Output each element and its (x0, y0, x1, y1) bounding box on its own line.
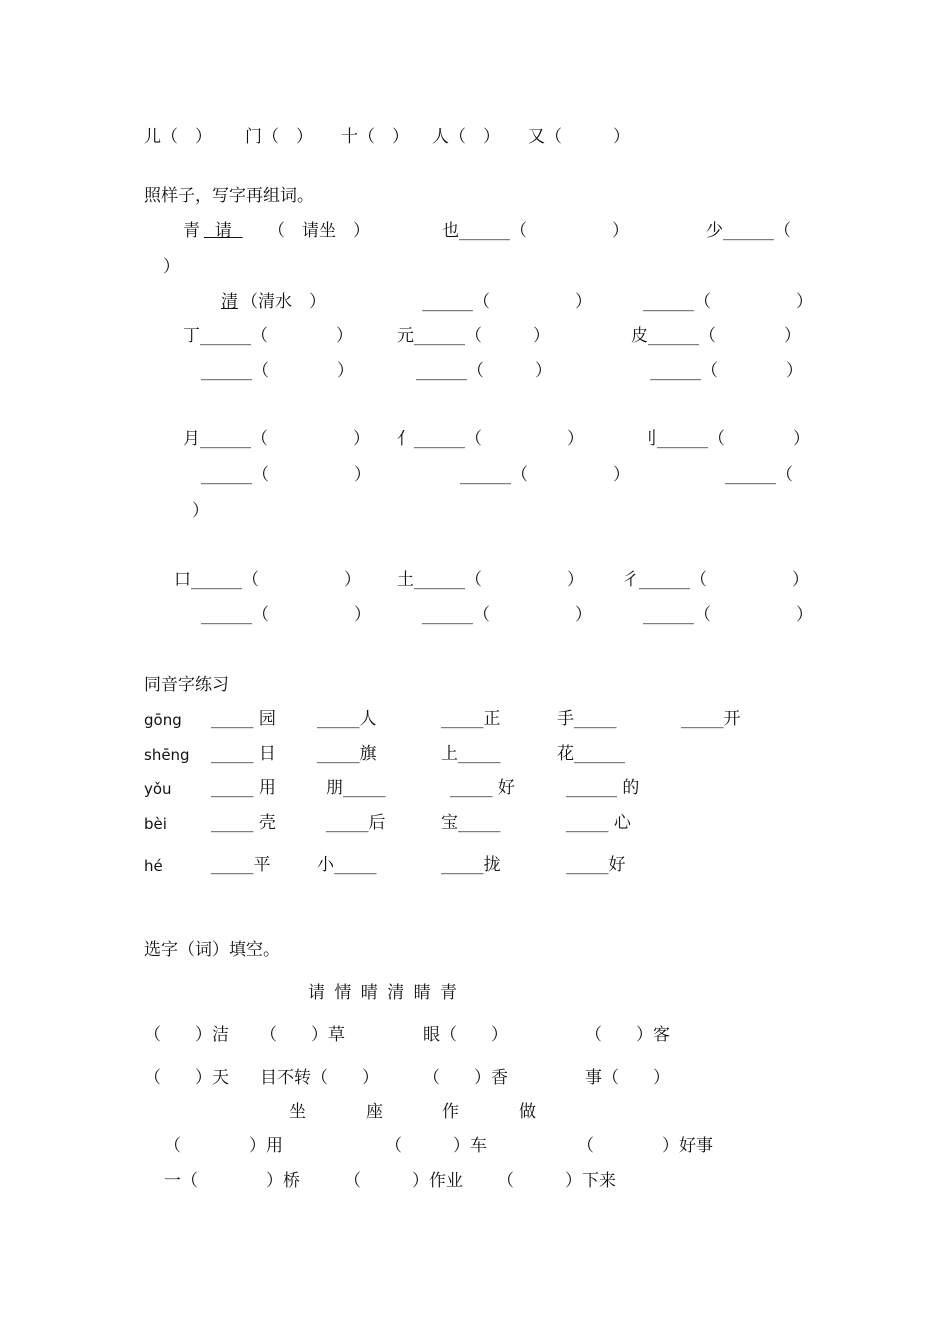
example-base-char: 青 (183, 221, 200, 241)
homophone-cell[interactable]: 小_____ (317, 855, 377, 875)
homophone-cell[interactable]: _____ 心 (566, 813, 631, 833)
homophone-cell[interactable]: _____好 (566, 855, 626, 875)
homophone-cell[interactable]: _____拢 (441, 855, 501, 875)
fill-blank[interactable]: （ ）下来 (497, 1171, 616, 1191)
example-word-2: （清水 ） (241, 292, 326, 312)
fill-blank[interactable]: （ ）车 (385, 1136, 487, 1156)
homophone-cell[interactable]: _____人 (317, 709, 377, 729)
homophone-cell[interactable]: _____ 用 (211, 778, 276, 798)
fill-blank[interactable]: （ ）天 (144, 1068, 229, 1088)
homophone-cell[interactable]: _____ 好 (450, 778, 515, 798)
example-word-1: （ 请坐 ） (268, 221, 370, 241)
fill-blank[interactable]: （ ）好事 (577, 1136, 713, 1156)
choice-char-zuo-make: 作 (442, 1102, 459, 1122)
char-blank-5[interactable]: 又（ ） (528, 127, 630, 147)
choice-char-zuo-seat: 座 (366, 1102, 383, 1122)
row-yuan[interactable]: 元______（ ） (397, 326, 550, 346)
row-yue[interactable]: 月______（ ） (183, 429, 370, 449)
row-blank-c[interactable]: ______（ ） (201, 361, 354, 381)
choice-char-zuo: 坐 (289, 1102, 306, 1122)
homophone-cell[interactable]: _____平 (211, 855, 271, 875)
homophone-cell[interactable]: 手_____ (557, 709, 617, 729)
choice-char-zuo-do: 做 (519, 1102, 536, 1122)
homophone-cell[interactable]: _____ 园 (211, 709, 276, 729)
row-blank-e[interactable]: ______（ ） (650, 361, 803, 381)
homophone-cell[interactable]: ______ 的 (566, 778, 640, 798)
pinyin-he: hé (144, 857, 163, 875)
char-blank-2[interactable]: 门（ ） (245, 127, 313, 147)
row-ding[interactable]: 丁______（ ） (183, 326, 353, 346)
char-blank-1[interactable]: 儿（ ） (144, 127, 212, 147)
row-kou[interactable]: 口______（ ） (174, 570, 361, 590)
homophone-cell[interactable]: _____后 (326, 813, 386, 833)
char-blank-4[interactable]: 人（ ） (432, 127, 500, 147)
pinyin-you: yǒu (144, 780, 172, 798)
fill-blank[interactable]: 目不转（ ） (260, 1068, 379, 1088)
row-tu[interactable]: 土______（ ） (397, 570, 584, 590)
fill-blank[interactable]: （ ）草 (260, 1025, 345, 1045)
choice-characters-1: 请 情 晴 清 睛 青 (308, 983, 458, 1003)
row-blank-d[interactable]: ______（ ） (416, 361, 552, 381)
fill-blank[interactable]: （ ）洁 (144, 1025, 229, 1045)
fill-blank[interactable]: （ ）客 (585, 1025, 670, 1045)
homophone-cell[interactable]: _____开 (681, 709, 741, 729)
row-shao-close: ） (163, 257, 180, 277)
row-blank-j[interactable]: ______（ ） (422, 605, 592, 625)
row-blank-h-close: ） (192, 501, 209, 521)
homophone-cell[interactable]: _____ 日 (211, 744, 276, 764)
pinyin-gong: gōng (144, 711, 182, 729)
row-chi[interactable]: 彳______（ ） (622, 570, 809, 590)
row-ye[interactable]: 也______（ ） (442, 221, 629, 241)
homophone-cell[interactable]: _____旗 (317, 744, 377, 764)
fill-blank[interactable]: 一（ ）桥 (164, 1171, 300, 1191)
section-title-fill-in: 选字（词）填空。 (144, 940, 280, 960)
row-blank-g[interactable]: ______（ ） (460, 465, 630, 485)
row-blank-a[interactable]: ______（ ） (422, 292, 592, 312)
row-dan-ren[interactable]: 亻______（ ） (397, 429, 584, 449)
fill-blank[interactable]: （ ）香 (423, 1068, 508, 1088)
row-blank-i[interactable]: ______（ ） (201, 605, 371, 625)
homophone-cell[interactable]: 宝_____ (441, 813, 501, 833)
row-pi[interactable]: 皮______（ ） (631, 326, 801, 346)
pinyin-bei: bèi (144, 815, 167, 833)
fill-blank[interactable]: 眼（ ） (423, 1025, 508, 1045)
fill-blank[interactable]: 事（ ） (585, 1068, 670, 1088)
fill-blank[interactable]: （ ）用 (164, 1136, 283, 1156)
homophone-cell[interactable]: 朋_____ (326, 778, 386, 798)
section-title-write-words: 照样子，写字再组词。 (144, 186, 314, 206)
row-blank-k[interactable]: ______（ ） (643, 605, 813, 625)
row-blank-f[interactable]: ______（ ） (201, 465, 371, 485)
homophone-cell[interactable]: 花______ (557, 744, 625, 764)
row-blank-h[interactable]: ______（ (725, 465, 793, 485)
row-shao[interactable]: 少______（ (706, 221, 791, 241)
example-answer-1: 请 (214, 221, 232, 241)
homophone-cell[interactable]: _____ 壳 (211, 813, 276, 833)
example-answer-2: 清 (221, 292, 238, 312)
row-blank-b[interactable]: ______（ ） (643, 292, 813, 312)
homophone-cell[interactable]: 上_____ (441, 744, 501, 764)
pinyin-sheng: shēng (144, 746, 190, 764)
row-li-dao[interactable]: 刂______（ ） (640, 429, 810, 449)
fill-blank[interactable]: （ ）作业 (344, 1171, 463, 1191)
homophone-cell[interactable]: _____正 (441, 709, 501, 729)
char-blank-3[interactable]: 十（ ） (341, 127, 409, 147)
section-title-homophones: 同音字练习 (144, 675, 229, 695)
